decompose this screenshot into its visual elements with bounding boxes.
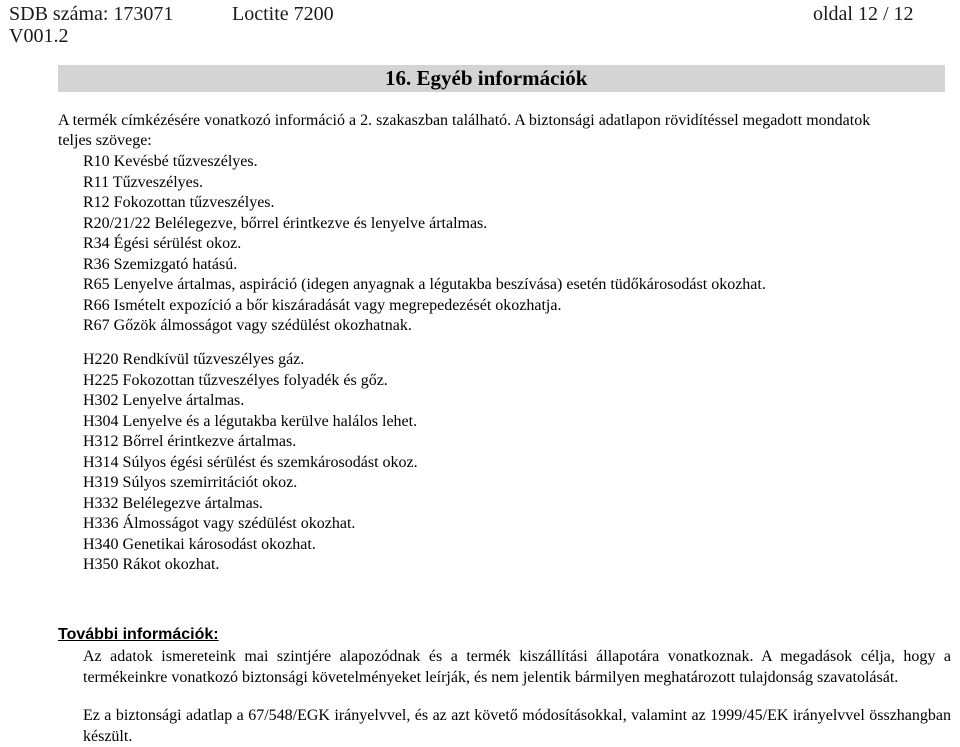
intro-line-2: teljes szövege: (58, 132, 152, 149)
h-phrase: H314 Súlyos égési sérülést és szemkárosodást okoz. (83, 453, 418, 471)
h-phrase: H336 Álmosságot vagy szédülést okozhat. (83, 515, 356, 532)
r-phrase: R65 Lenyelve ártalmas, aspiráció (idegen anyagnak a légutakba beszívása) esetén tüdőkárosodást okozhat. (83, 276, 766, 293)
page-indicator: oldal 12 / 12 (813, 3, 914, 25)
product-name: Loctite 7200 (232, 3, 334, 25)
further-info-paragraph-1: Az adatok ismereteink mai szintjére alapozódnak és a termék kiszállítási állapotára vonatkoznak. A megadások célja, hogy a termékeinkre vonatkozó biztonsági követelményeket leírják, és nem jelentik bármilyen meghatározott tulajdonság szavatolását. (83, 648, 951, 686)
h-phrase: H319 Súlyos szemirritációt okoz. (83, 474, 298, 491)
r-phrase-list (83, 152, 766, 337)
r-phrase: R36 Szemizgató hatású. (83, 255, 238, 273)
r-phrase: R12 Fokozottan tűzveszélyes. (83, 194, 275, 211)
r-phrase: R34 Égési sérülést okoz. (83, 235, 242, 252)
r-phrase: R11 Tűzveszélyes. (83, 173, 203, 191)
sds-number: SDB száma: 173071 (9, 3, 174, 25)
h-phrase: H302 Lenyelve ártalmas. (83, 392, 245, 409)
h-phrase: H332 Belélegezve ártalmas. (83, 494, 263, 512)
further-info-paragraph-2: Ez a biztonsági adatlap a 67/548/EGK irányelvvel, és az azt követő módosításokkal, valamint az 1999/45/EK irányelvvel összhangban készült. (83, 707, 951, 745)
h-phrase: H304 Lenyelve és a légutakba kerülve halálos lehet. (83, 412, 418, 430)
intro-line-1: A termék címkézésére vonatkozó információ a 2. szakaszban található. A biztonsági adatlapon rövidítéssel megadott mondatok (58, 112, 871, 129)
version-label: V001.2 (9, 25, 69, 47)
r-phrase: R20/21/22 Belélegezve, bőrrel érintkezve és lenyelve ártalmas. (83, 214, 488, 232)
h-phrase-list (83, 350, 418, 576)
h-phrase: H312 Bőrrel érintkezve ártalmas. (83, 433, 297, 450)
r-phrase: R66 Ismételt expozíció a bőr kiszáradását vagy megrepedezését okozhatja. (83, 296, 562, 314)
section-header-bar (58, 65, 945, 92)
h-phrase: H350 Rákot okozhat. (83, 556, 220, 573)
h-phrase: H340 Genetikai károsodást okozhat. (83, 535, 316, 553)
r-phrase: R10 Kevésbé tűzveszélyes. (83, 153, 258, 170)
r-phrase: R67 Gőzök álmosságot vagy szédülést okozhatnak. (83, 317, 412, 334)
section-title: 16. Egyéb információk (385, 66, 588, 90)
h-phrase: H225 Fokozottan tűzveszélyes folyadék és gőz. (83, 371, 388, 389)
further-info-title: További információk: (58, 626, 219, 643)
h-phrase: H220 Rendkívül tűzveszélyes gáz. (83, 351, 305, 368)
